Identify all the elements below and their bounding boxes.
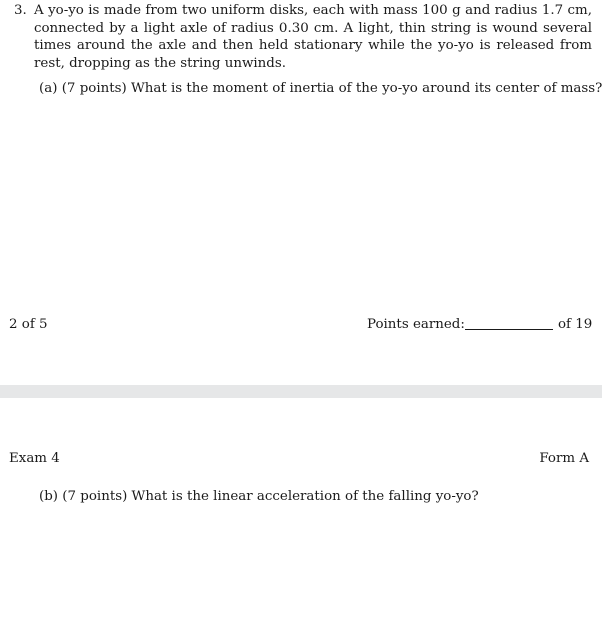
points-earned-blank	[465, 329, 553, 330]
problem-3	[14, 2, 592, 72]
question-part-b: (b) (7 points) What is the linear acceleration of the falling yo-yo?	[39, 489, 479, 504]
points-total: of 19	[558, 317, 593, 332]
exam-page-3	[0, 398, 602, 620]
problem-number: 3.	[14, 3, 27, 18]
page-number: 2 of 5	[9, 317, 48, 332]
question-part-a: (a) (7 points) What is the moment of inertia of the yo-yo around its center of mass?	[39, 81, 602, 96]
exam-title: Exam 4	[9, 451, 60, 466]
page-separator	[0, 385, 602, 398]
problem-statement: A yo-yo is made from two uniform disks, each with mass 100 g and radius 1.7 cm, connected by a light axle of radius 0.30 cm. A light, thin string is wound several times around the axle and then held stationary while the yo-yo is released from rest, dropping as the string unwinds.	[34, 3, 592, 71]
exam-form: Form A	[539, 451, 589, 466]
points-earned-label: Points earned:	[367, 317, 465, 332]
